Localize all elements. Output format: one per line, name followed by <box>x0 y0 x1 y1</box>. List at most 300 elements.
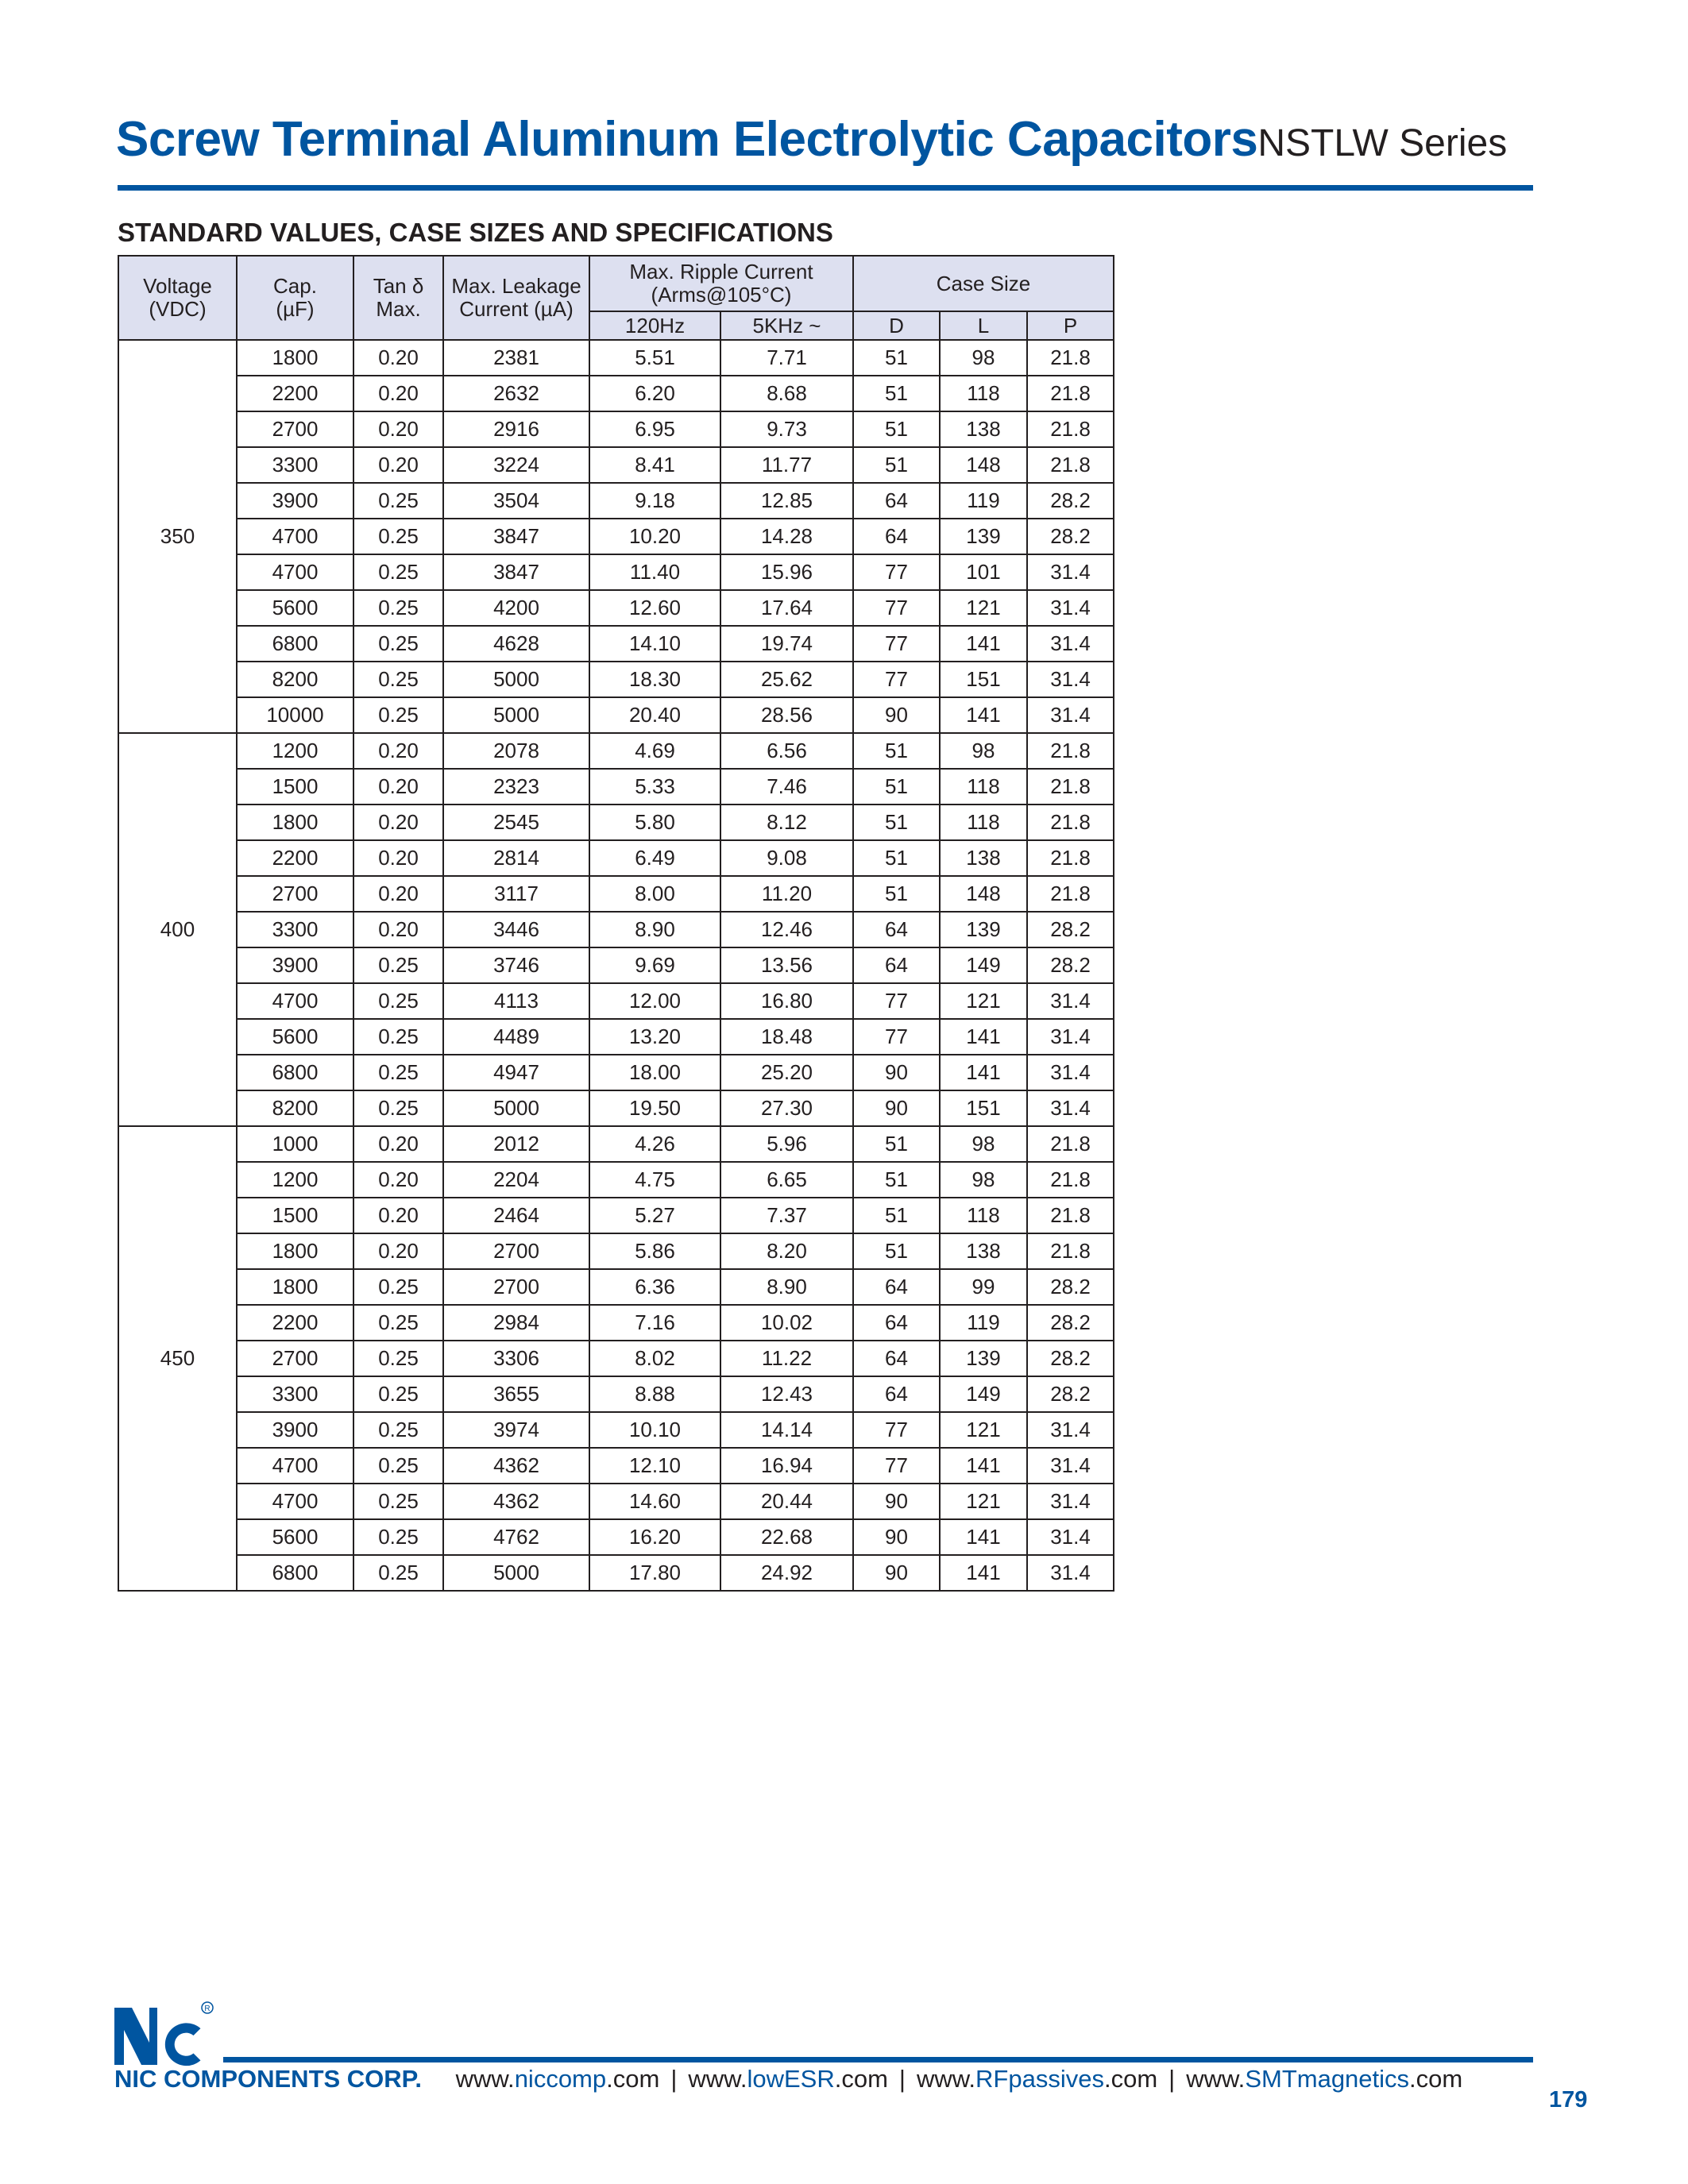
case-l-cell: 138 <box>940 411 1027 447</box>
cap-cell: 2700 <box>237 876 353 912</box>
case-p-cell: 31.4 <box>1027 662 1114 697</box>
link-separator: | <box>898 2065 906 2093</box>
cap-cell: 1800 <box>237 1233 353 1269</box>
cap-cell: 3900 <box>237 1412 353 1448</box>
cap-cell: 5600 <box>237 1519 353 1555</box>
ripple-5khz-cell: 25.62 <box>720 662 853 697</box>
ripple-5khz-cell: 12.43 <box>720 1376 853 1412</box>
link-text-hl: SMTmagnetics <box>1245 2065 1410 2093</box>
case-d-cell: 51 <box>853 376 940 411</box>
cap-cell: 4700 <box>237 554 353 590</box>
table-row <box>118 340 1114 376</box>
ripple-5khz-cell: 28.56 <box>720 697 853 733</box>
tan-cell: 0.25 <box>353 554 443 590</box>
case-p-cell: 28.2 <box>1027 912 1114 947</box>
tan-cell: 0.20 <box>353 733 443 769</box>
case-d-cell: 77 <box>853 626 940 662</box>
case-p-cell: 31.4 <box>1027 1412 1114 1448</box>
leakage-cell: 2381 <box>443 340 589 376</box>
case-p-cell: 31.4 <box>1027 697 1114 733</box>
tan-cell: 0.25 <box>353 1055 443 1090</box>
tan-cell: 0.25 <box>353 1519 443 1555</box>
ripple-5khz-cell: 18.48 <box>720 1019 853 1055</box>
ripple-120hz-cell: 18.00 <box>589 1055 720 1090</box>
case-d-cell: 64 <box>853 947 940 983</box>
leakage-cell: 3446 <box>443 912 589 947</box>
link-text-hl: lowESR <box>747 2065 835 2093</box>
case-l-cell: 138 <box>940 840 1027 876</box>
tan-cell: 0.25 <box>353 590 443 626</box>
table-row <box>118 912 1114 947</box>
case-d-cell: 51 <box>853 1233 940 1269</box>
case-d-cell: 64 <box>853 1269 940 1305</box>
cap-cell: 6800 <box>237 1055 353 1090</box>
cap-cell: 8200 <box>237 1090 353 1126</box>
ripple-5khz-cell: 6.56 <box>720 733 853 769</box>
table-row <box>118 1376 1114 1412</box>
case-p-cell: 28.2 <box>1027 1376 1114 1412</box>
website-link[interactable] <box>917 2065 1157 2093</box>
ripple-5khz-cell: 19.74 <box>720 626 853 662</box>
case-l-cell: 138 <box>940 1233 1027 1269</box>
table-row <box>118 519 1114 554</box>
leakage-cell: 2012 <box>443 1126 589 1162</box>
case-p-cell: 21.8 <box>1027 805 1114 840</box>
ripple-5khz-cell: 20.44 <box>720 1484 853 1519</box>
table-row <box>118 1019 1114 1055</box>
leakage-cell: 3117 <box>443 876 589 912</box>
case-d-cell: 51 <box>853 447 940 483</box>
ripple-5khz-cell: 7.71 <box>720 340 853 376</box>
cap-cell: 4700 <box>237 983 353 1019</box>
ripple-120hz-cell: 12.10 <box>589 1448 720 1484</box>
ripple-5khz-cell: 10.02 <box>720 1305 853 1341</box>
leakage-cell: 4362 <box>443 1448 589 1484</box>
case-d-cell: 64 <box>853 1341 940 1376</box>
case-d-cell: 51 <box>853 1198 940 1233</box>
case-l-cell: 141 <box>940 1019 1027 1055</box>
case-l-cell: 98 <box>940 733 1027 769</box>
link-text-pre: www. <box>455 2065 515 2093</box>
leakage-cell: 2323 <box>443 769 589 805</box>
case-l-cell: 139 <box>940 1341 1027 1376</box>
case-p-cell: 31.4 <box>1027 1090 1114 1126</box>
case-l-cell: 141 <box>940 1519 1027 1555</box>
ripple-120hz-cell: 7.16 <box>589 1305 720 1341</box>
case-p-cell: 21.8 <box>1027 769 1114 805</box>
case-p-cell: 28.2 <box>1027 1305 1114 1341</box>
header-l: L <box>940 311 1027 340</box>
ripple-120hz-cell: 8.41 <box>589 447 720 483</box>
tan-cell: 0.25 <box>353 1269 443 1305</box>
case-p-cell: 21.8 <box>1027 1162 1114 1198</box>
website-link[interactable] <box>1186 2065 1462 2093</box>
ripple-5khz-cell: 15.96 <box>720 554 853 590</box>
link-text-hl: RFpassives <box>975 2065 1104 2093</box>
link-text-pre: www. <box>688 2065 747 2093</box>
case-p-cell: 28.2 <box>1027 519 1114 554</box>
cap-cell: 5600 <box>237 1019 353 1055</box>
case-d-cell: 51 <box>853 876 940 912</box>
header-p: P <box>1027 311 1114 340</box>
tan-cell: 0.20 <box>353 411 443 447</box>
case-p-cell: 31.4 <box>1027 1484 1114 1519</box>
leakage-cell: 4947 <box>443 1055 589 1090</box>
case-l-cell: 151 <box>940 1090 1027 1126</box>
table-row <box>118 590 1114 626</box>
ripple-120hz-cell: 9.69 <box>589 947 720 983</box>
leakage-cell: 5000 <box>443 662 589 697</box>
leakage-cell: 5000 <box>443 1555 589 1591</box>
tan-cell: 0.25 <box>353 1555 443 1591</box>
ripple-120hz-cell: 19.50 <box>589 1090 720 1126</box>
tan-cell: 0.20 <box>353 769 443 805</box>
case-p-cell: 21.8 <box>1027 447 1114 483</box>
cap-cell: 2700 <box>237 411 353 447</box>
cap-cell: 6800 <box>237 1555 353 1591</box>
header-5khz: 5KHz ~ <box>720 311 853 340</box>
cap-cell: 2200 <box>237 840 353 876</box>
case-d-cell: 51 <box>853 411 940 447</box>
case-l-cell: 141 <box>940 1448 1027 1484</box>
ripple-5khz-cell: 14.14 <box>720 1412 853 1448</box>
case-d-cell: 64 <box>853 519 940 554</box>
tan-cell: 0.20 <box>353 1233 443 1269</box>
table-row <box>118 411 1114 447</box>
cap-cell: 5600 <box>237 590 353 626</box>
tan-cell: 0.25 <box>353 626 443 662</box>
header-case-size: Case Size <box>853 256 1114 311</box>
header-rule <box>118 185 1533 191</box>
header-tan: Tan δ Max. <box>353 256 443 340</box>
table-row <box>118 483 1114 519</box>
cap-cell: 3300 <box>237 912 353 947</box>
ripple-120hz-cell: 5.86 <box>589 1233 720 1269</box>
page-title <box>116 111 1507 168</box>
ripple-120hz-cell: 4.69 <box>589 733 720 769</box>
leakage-cell: 3655 <box>443 1376 589 1412</box>
case-d-cell: 64 <box>853 483 940 519</box>
tan-cell: 0.25 <box>353 483 443 519</box>
table-row <box>118 1162 1114 1198</box>
case-l-cell: 149 <box>940 947 1027 983</box>
ripple-120hz-cell: 5.33 <box>589 769 720 805</box>
section-title: STANDARD VALUES, CASE SIZES AND SPECIFICATIONS <box>118 218 833 247</box>
leakage-cell: 4362 <box>443 1484 589 1519</box>
link-text-pre: www. <box>1186 2065 1246 2093</box>
table-row <box>118 1341 1114 1376</box>
case-d-cell: 51 <box>853 733 940 769</box>
table-row <box>118 554 1114 590</box>
table-row <box>118 376 1114 411</box>
leakage-cell: 3504 <box>443 483 589 519</box>
cap-cell: 1000 <box>237 1126 353 1162</box>
case-d-cell: 64 <box>853 1376 940 1412</box>
case-d-cell: 77 <box>853 1412 940 1448</box>
case-l-cell: 151 <box>940 662 1027 697</box>
cap-cell: 1800 <box>237 340 353 376</box>
case-l-cell: 118 <box>940 805 1027 840</box>
header-cap: Cap. (µF) <box>237 256 353 340</box>
case-l-cell: 98 <box>940 1162 1027 1198</box>
ripple-120hz-cell: 18.30 <box>589 662 720 697</box>
leakage-cell: 4200 <box>443 590 589 626</box>
ripple-120hz-cell: 5.27 <box>589 1198 720 1233</box>
ripple-120hz-cell: 11.40 <box>589 554 720 590</box>
tan-cell: 0.20 <box>353 340 443 376</box>
table-row <box>118 769 1114 805</box>
case-d-cell: 51 <box>853 805 940 840</box>
title-main: Screw Terminal Aluminum Electrolytic Capacitors <box>116 112 1258 167</box>
leakage-cell: 3224 <box>443 447 589 483</box>
leakage-cell: 2700 <box>443 1269 589 1305</box>
header-d: D <box>853 311 940 340</box>
tan-cell: 0.25 <box>353 983 443 1019</box>
ripple-5khz-cell: 22.68 <box>720 1519 853 1555</box>
header-120hz: 120Hz <box>589 311 720 340</box>
case-p-cell: 21.8 <box>1027 1233 1114 1269</box>
link-text-pre: www. <box>916 2065 976 2093</box>
table-row <box>118 1090 1114 1126</box>
case-d-cell: 77 <box>853 590 940 626</box>
ripple-120hz-cell: 9.18 <box>589 483 720 519</box>
table-row <box>118 1305 1114 1341</box>
header-leakage: Max. Leakage Current (µA) <box>443 256 589 340</box>
footer-rule <box>223 2057 1533 2062</box>
case-p-cell: 31.4 <box>1027 626 1114 662</box>
title-series: NSTLW Series <box>1257 122 1508 164</box>
case-p-cell: 21.8 <box>1027 1126 1114 1162</box>
leakage-cell: 2545 <box>443 805 589 840</box>
table-row <box>118 1198 1114 1233</box>
ripple-5khz-cell: 11.20 <box>720 876 853 912</box>
tan-cell: 0.25 <box>353 1412 443 1448</box>
ripple-5khz-cell: 12.46 <box>720 912 853 947</box>
cap-cell: 1200 <box>237 1162 353 1198</box>
case-p-cell: 21.8 <box>1027 1198 1114 1233</box>
case-l-cell: 118 <box>940 769 1027 805</box>
case-l-cell: 148 <box>940 876 1027 912</box>
case-d-cell: 90 <box>853 1555 940 1591</box>
ripple-120hz-cell: 8.88 <box>589 1376 720 1412</box>
leakage-cell: 2078 <box>443 733 589 769</box>
tan-cell: 0.25 <box>353 1484 443 1519</box>
table-body <box>118 340 1114 1591</box>
ripple-5khz-cell: 8.20 <box>720 1233 853 1269</box>
tan-cell: 0.25 <box>353 697 443 733</box>
ripple-120hz-cell: 10.10 <box>589 1412 720 1448</box>
cap-cell: 2200 <box>237 376 353 411</box>
case-d-cell: 77 <box>853 662 940 697</box>
case-p-cell: 28.2 <box>1027 947 1114 983</box>
case-l-cell: 121 <box>940 983 1027 1019</box>
table-row <box>118 1126 1114 1162</box>
ripple-5khz-cell: 16.80 <box>720 983 853 1019</box>
case-l-cell: 118 <box>940 1198 1027 1233</box>
cap-cell: 3900 <box>237 947 353 983</box>
tan-cell: 0.20 <box>353 376 443 411</box>
table-row <box>118 983 1114 1019</box>
ripple-120hz-cell: 20.40 <box>589 697 720 733</box>
leakage-cell: 5000 <box>443 697 589 733</box>
tan-cell: 0.20 <box>353 1126 443 1162</box>
ripple-120hz-cell: 8.02 <box>589 1341 720 1376</box>
ripple-5khz-cell: 7.37 <box>720 1198 853 1233</box>
case-l-cell: 141 <box>940 1555 1027 1591</box>
leakage-cell: 3974 <box>443 1412 589 1448</box>
specs-table <box>118 255 1114 1592</box>
case-d-cell: 77 <box>853 554 940 590</box>
case-d-cell: 64 <box>853 1305 940 1341</box>
ripple-5khz-cell: 25.20 <box>720 1055 853 1090</box>
link-text-hl: niccomp <box>514 2065 607 2093</box>
case-d-cell: 90 <box>853 1090 940 1126</box>
ripple-5khz-cell: 7.46 <box>720 769 853 805</box>
tan-cell: 0.25 <box>353 1376 443 1412</box>
ripple-5khz-cell: 11.77 <box>720 447 853 483</box>
case-l-cell: 141 <box>940 697 1027 733</box>
voltage-cell: 400 <box>118 733 237 1126</box>
table-row <box>118 697 1114 733</box>
case-d-cell: 77 <box>853 1019 940 1055</box>
ripple-5khz-cell: 9.08 <box>720 840 853 876</box>
cap-cell: 8200 <box>237 662 353 697</box>
case-l-cell: 121 <box>940 1412 1027 1448</box>
ripple-5khz-cell: 24.92 <box>720 1555 853 1591</box>
leakage-cell: 4113 <box>443 983 589 1019</box>
ripple-120hz-cell: 6.20 <box>589 376 720 411</box>
link-text-post: .com <box>1409 2065 1463 2093</box>
cap-cell: 3900 <box>237 483 353 519</box>
case-d-cell: 77 <box>853 983 940 1019</box>
case-d-cell: 51 <box>853 1126 940 1162</box>
case-d-cell: 90 <box>853 1519 940 1555</box>
table-row <box>118 1448 1114 1484</box>
website-link[interactable] <box>456 2065 660 2093</box>
ripple-5khz-cell: 8.12 <box>720 805 853 840</box>
cap-cell: 1800 <box>237 805 353 840</box>
ripple-5khz-cell: 5.96 <box>720 1126 853 1162</box>
page-number: 179 <box>1549 2087 1588 2113</box>
ripple-120hz-cell: 5.51 <box>589 340 720 376</box>
tan-cell: 0.25 <box>353 662 443 697</box>
link-text-post: .com <box>834 2065 888 2093</box>
table-row <box>118 447 1114 483</box>
cap-cell: 6800 <box>237 626 353 662</box>
ripple-5khz-cell: 6.65 <box>720 1162 853 1198</box>
ripple-120hz-cell: 5.80 <box>589 805 720 840</box>
cap-cell: 1500 <box>237 769 353 805</box>
cap-cell: 4700 <box>237 1448 353 1484</box>
ripple-120hz-cell: 8.90 <box>589 912 720 947</box>
case-p-cell: 21.8 <box>1027 411 1114 447</box>
ripple-5khz-cell: 27.30 <box>720 1090 853 1126</box>
case-d-cell: 77 <box>853 1448 940 1484</box>
company-name: NIC COMPONENTS CORP. <box>114 2065 422 2093</box>
link-text-post: .com <box>606 2065 660 2093</box>
table-row <box>118 1519 1114 1555</box>
case-d-cell: 64 <box>853 912 940 947</box>
case-p-cell: 28.2 <box>1027 1269 1114 1305</box>
cap-cell: 2200 <box>237 1305 353 1341</box>
leakage-cell: 3306 <box>443 1341 589 1376</box>
table-row <box>118 1484 1114 1519</box>
tan-cell: 0.20 <box>353 912 443 947</box>
case-p-cell: 21.8 <box>1027 876 1114 912</box>
website-link[interactable] <box>688 2065 888 2093</box>
case-p-cell: 28.2 <box>1027 483 1114 519</box>
case-l-cell: 101 <box>940 554 1027 590</box>
voltage-cell: 450 <box>118 1126 237 1591</box>
table-row <box>118 733 1114 769</box>
tan-cell: 0.20 <box>353 876 443 912</box>
tan-cell: 0.20 <box>353 840 443 876</box>
ripple-5khz-cell: 11.22 <box>720 1341 853 1376</box>
leakage-cell: 2916 <box>443 411 589 447</box>
case-d-cell: 51 <box>853 340 940 376</box>
case-l-cell: 141 <box>940 626 1027 662</box>
nic-logo <box>114 2001 222 2066</box>
case-d-cell: 90 <box>853 1055 940 1090</box>
case-l-cell: 149 <box>940 1376 1027 1412</box>
case-p-cell: 21.8 <box>1027 733 1114 769</box>
table-row <box>118 626 1114 662</box>
cap-cell: 2700 <box>237 1341 353 1376</box>
case-p-cell: 31.4 <box>1027 554 1114 590</box>
leakage-cell: 2632 <box>443 376 589 411</box>
tan-cell: 0.20 <box>353 447 443 483</box>
ripple-120hz-cell: 14.60 <box>589 1484 720 1519</box>
link-separator: | <box>1168 2065 1176 2093</box>
leakage-cell: 3746 <box>443 947 589 983</box>
case-p-cell: 21.8 <box>1027 340 1114 376</box>
cap-cell: 1200 <box>237 733 353 769</box>
case-l-cell: 119 <box>940 1305 1027 1341</box>
cap-cell: 4700 <box>237 519 353 554</box>
ripple-5khz-cell: 12.85 <box>720 483 853 519</box>
ripple-120hz-cell: 6.49 <box>589 840 720 876</box>
cap-cell: 1800 <box>237 1269 353 1305</box>
tan-cell: 0.25 <box>353 1090 443 1126</box>
table-row <box>118 1055 1114 1090</box>
ripple-5khz-cell: 16.94 <box>720 1448 853 1484</box>
case-l-cell: 98 <box>940 1126 1027 1162</box>
leakage-cell: 3847 <box>443 554 589 590</box>
voltage-cell: 350 <box>118 340 237 733</box>
leakage-cell: 3847 <box>443 519 589 554</box>
tan-cell: 0.25 <box>353 519 443 554</box>
case-p-cell: 31.4 <box>1027 590 1114 626</box>
table-row <box>118 840 1114 876</box>
ripple-120hz-cell: 17.80 <box>589 1555 720 1591</box>
ripple-120hz-cell: 6.36 <box>589 1269 720 1305</box>
table-row <box>118 662 1114 697</box>
case-l-cell: 121 <box>940 1484 1027 1519</box>
tan-cell: 0.20 <box>353 1198 443 1233</box>
case-l-cell: 119 <box>940 483 1027 519</box>
case-l-cell: 121 <box>940 590 1027 626</box>
cap-cell: 1500 <box>237 1198 353 1233</box>
table-row <box>118 1555 1114 1591</box>
leakage-cell: 4628 <box>443 626 589 662</box>
case-p-cell: 28.2 <box>1027 1341 1114 1376</box>
case-p-cell: 31.4 <box>1027 1019 1114 1055</box>
ripple-120hz-cell: 4.26 <box>589 1126 720 1162</box>
ripple-5khz-cell: 13.56 <box>720 947 853 983</box>
ripple-120hz-cell: 6.95 <box>589 411 720 447</box>
case-p-cell: 31.4 <box>1027 1555 1114 1591</box>
link-text-post: .com <box>1103 2065 1158 2093</box>
